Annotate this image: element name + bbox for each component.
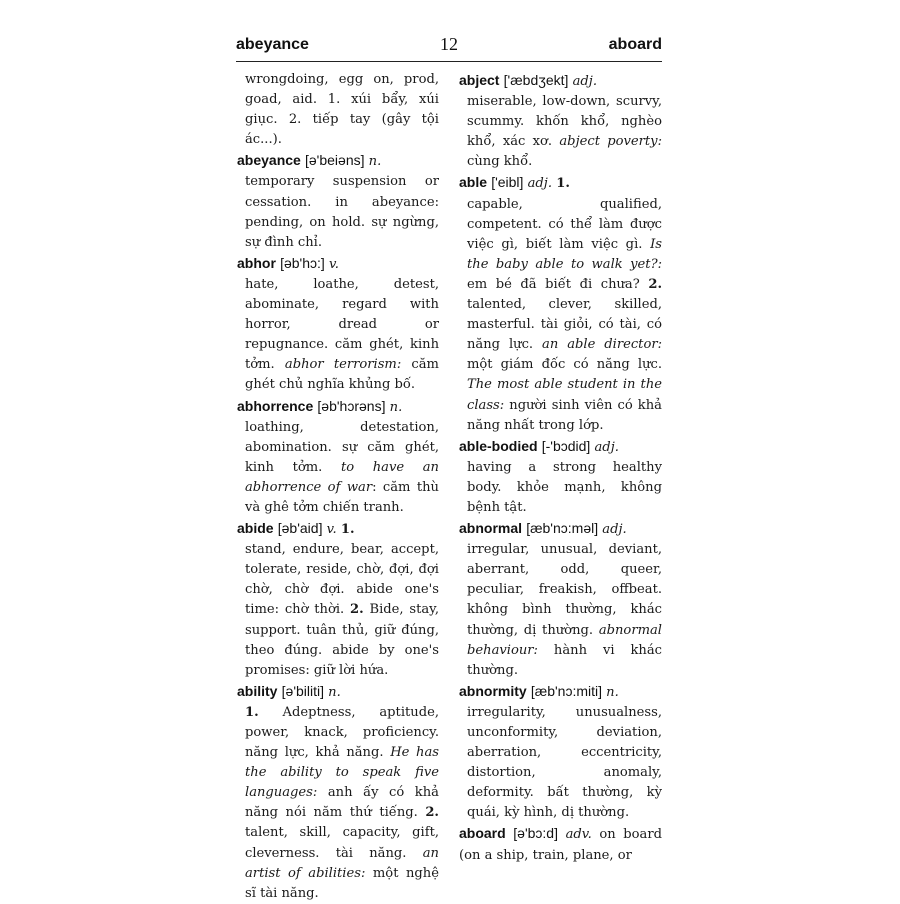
page-number: 12 [440, 34, 458, 54]
sense-number: 2. [425, 805, 439, 821]
sense-number: 2. [648, 276, 662, 292]
part-of-speech: adj. [527, 176, 553, 192]
sense-text: talent, skill, capacity, gift, cleverness. tài năng. [245, 825, 439, 861]
part-of-speech: n. [606, 684, 619, 700]
header-rule [236, 61, 662, 62]
sense-text: Bide, stay, support. tuân thủ, giữ đúng, theo đúng. abide by one's promises: giữ lời hứa. [245, 602, 439, 678]
example: an able director: [542, 337, 662, 353]
sense-text: Adeptness, aptitude, power, knack, proficiency. năng lực, khả năng. [245, 704, 439, 761]
part-of-speech: v. [328, 256, 339, 272]
entry-abject [459, 70, 662, 172]
pronunciation: [æb'nɔ:miti] [530, 682, 602, 699]
definition [459, 195, 662, 436]
entry-abide [237, 518, 439, 681]
pronunciation: [æb'nɔ:məl] [526, 520, 599, 537]
guide-word-first: abeyance [236, 36, 309, 53]
sense-number: 1. [245, 704, 259, 720]
entry-abhor [237, 253, 439, 396]
headword: able-bodied [459, 437, 538, 454]
pronunciation: [ə'bɔ:d] [513, 825, 558, 842]
definition: on board (on a ship, train, plane, or [459, 827, 662, 863]
example: He has the ability to speak five languages: [245, 745, 440, 801]
definition-text: irregular, unusual, deviant, aberrant, odd, queer, peculiar, freakish, offbeat. không bình thường, khác thường, dị thường. [467, 542, 662, 638]
sense-text: talented, clever, skilled, masterful. tài giỏi, có tài, có năng lực. [467, 297, 662, 353]
entry-abnormity [459, 681, 662, 824]
pronunciation: [əb'hɔ:] [280, 254, 325, 271]
example: to have an abhorrence of war [245, 459, 439, 495]
headword: abnormity [459, 682, 527, 699]
headword: able [459, 174, 488, 191]
sense-text: capable, qualified, competent. có thể làm được việc gì, biết làm việc gì. [467, 196, 662, 252]
headword: abeyance [237, 152, 301, 169]
translation: hành vi khác thường. [467, 642, 662, 678]
entry-abeyance [237, 150, 439, 252]
sense-number: 2. [350, 602, 364, 618]
definition: temporary suspension or cessation. in abeyance: pending, on hold. sự ngừng, sự đình chỉ. [245, 174, 439, 250]
definition: irregularity, unusualness, unconformity, deviation, aberration, eccentricity, distortion, anomaly, deformity. bất thường, kỳ quái, kỳ hình, dị thường. [467, 704, 662, 821]
definition-text: miserable, low-down, scurvy, scummy. khốn khổ, nghèo khổ, xác xơ. [467, 94, 662, 150]
entry-abhorrence [237, 396, 439, 519]
example: The most able student in the class: [467, 377, 662, 413]
example: an artist of abilities: [245, 845, 439, 881]
example: abnormal behaviour: [467, 622, 662, 658]
sense-number: 1. [340, 522, 355, 538]
definition-text: hate, loathe, detest, abominate, regard with horror, dread or repugnance. căm ghét, kinh tởm. [245, 276, 439, 373]
translation: cùng khổ. [467, 154, 533, 170]
translation: một nghệ sĩ tài năng. [245, 865, 439, 901]
headword: abject [459, 72, 500, 88]
pronunciation: [əb'hɔrəns] [317, 397, 386, 414]
entry-abnormal [459, 518, 662, 681]
entry-able-bodied [459, 436, 662, 518]
entry-able [459, 172, 662, 435]
definition [237, 703, 439, 904]
example: abject poverty: [559, 134, 662, 150]
part-of-speech: n. [389, 399, 403, 415]
definition-text: loathing, detestation, abomination. sự căm ghét, kinh tởm. [245, 419, 439, 475]
definition [459, 540, 662, 681]
headword: abide [237, 520, 274, 537]
right-column [459, 70, 662, 866]
example: abhor terrorism: [284, 357, 402, 373]
headword: ability [237, 682, 278, 699]
part-of-speech: adv. [565, 827, 592, 843]
pronunciation: [-'bɔdid] [541, 437, 591, 454]
example: Is the baby able to walk yet?: [467, 236, 662, 272]
pronunciation: [ə'beiəns] [305, 152, 365, 169]
pronunciation: [əb'aid] [277, 520, 323, 537]
definition [237, 275, 439, 396]
sense-text: stand, endure, bear, accept, tolerate, reside, chờ, đợi, đợi chờ, chờ đợi. abide one's time: chờ thời. [245, 542, 439, 618]
part-of-speech: adj. [602, 522, 627, 538]
guide-word-last: aboard [608, 36, 662, 53]
translation: anh ấy có khả năng nói năm thứ tiếng. [245, 785, 439, 821]
part-of-speech: n. [328, 684, 341, 700]
part-of-speech: n. [368, 154, 382, 170]
translation: căm ghét chủ nghĩa khủng bố. [245, 357, 439, 393]
continued-entry-text: wrongdoing, egg on, prod, goad, aid. 1. xúi bẩy, xúi giục. 2. tiếp tay (gây tội ác...). [245, 72, 439, 148]
entry-aboard [459, 823, 662, 865]
headword: abhor [237, 254, 276, 271]
part-of-speech: v. [326, 522, 337, 538]
translation: người sinh viên có khả năng nhất trong lớp. [467, 397, 662, 433]
definition: having a strong healthy body. khỏe mạnh, không bệnh tật. [467, 459, 662, 515]
entry-ability [237, 681, 439, 904]
headword: abnormal [459, 520, 523, 537]
pronunciation: [ə'biliti] [281, 682, 324, 699]
definition [459, 92, 662, 172]
headword: aboard [459, 825, 506, 842]
translation: : căm thù và ghê tởm chiến tranh. [245, 479, 439, 515]
translation: một giám đốc có năng lực. [467, 357, 662, 373]
part-of-speech: adj. [572, 74, 598, 89]
part-of-speech: adj. [594, 439, 619, 455]
page-header [236, 36, 662, 60]
translation: em bé đã biết đi chưa? [467, 276, 640, 292]
definition [237, 540, 439, 681]
definition [237, 418, 439, 518]
pronunciation: ['æbdʒekt] [503, 72, 569, 88]
headword: abhorrence [237, 397, 314, 414]
pronunciation: ['eibl] [491, 174, 524, 191]
left-column [237, 70, 439, 904]
sense-number: 1. [556, 176, 570, 192]
